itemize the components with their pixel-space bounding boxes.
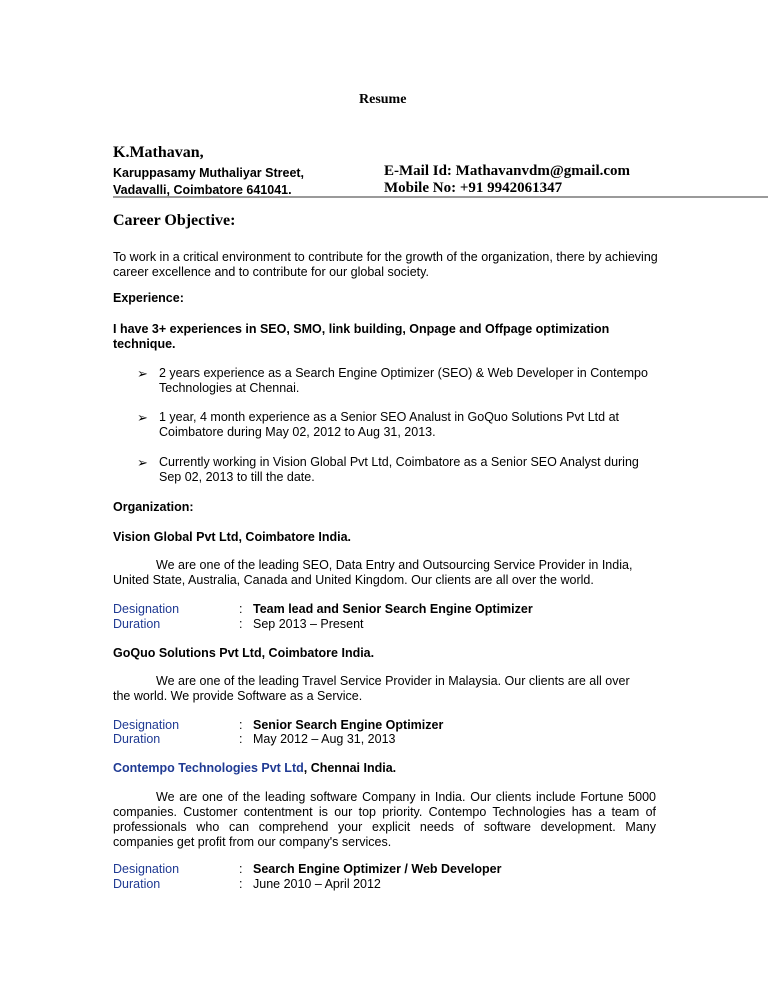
experience-item: Currently working in Vision Global Pvt Ltd, Coimbatore as a Senior SEO Analyst during Sep 02, 2013 to till the date.	[159, 455, 639, 484]
experience-item: 2 years experience as a Search Engine Optimizer (SEO) & Web Developer in Contempo Technologies at Chennai.	[159, 366, 648, 395]
mobile-line: Mobile No: +91 9942061347	[384, 180, 563, 196]
duration-label: Duration	[113, 732, 161, 746]
experience-summary: I have 3+ experiences in SEO, SMO, link building, Onpage and Offpage optimization technique.	[113, 322, 610, 351]
organization-heading: Organization:	[113, 500, 194, 514]
address-line-2: Vadavalli, Coimbatore 641041.	[113, 183, 292, 197]
company-description-goquo: We are one of the leading Travel Service Provider in Malaysia. Our clients are all over the world. We provide Software as a Service.	[113, 674, 630, 703]
duration-colon: :	[239, 617, 243, 631]
career-objective-text: To work in a critical environment to contribute for the growth of the organization, there by achieving career excellence and to contribute for our global society.	[113, 250, 658, 279]
duration-value: June 2010 – April 2012	[253, 877, 381, 891]
designation-colon: :	[239, 718, 243, 732]
designation-value: Search Engine Optimizer / Web Developer	[253, 862, 502, 876]
company-name-contempo	[113, 761, 396, 775]
designation-colon: :	[239, 862, 243, 876]
designation-value: Team lead and Senior Search Engine Optimizer	[253, 602, 533, 616]
career-objective-heading: Career Objective:	[113, 212, 236, 229]
company-description-vision-global: We are one of the leading SEO, Data Entry and Outsourcing Service Provider in India, United State, Australia, Canada and United Kingdom. Our clients are all over the world.	[113, 558, 633, 587]
duration-label: Duration	[113, 877, 161, 891]
experience-item: 1 year, 4 month experience as a Senior SEO Analust in GoQuo Solutions Pvt Ltd at Coimbatore during May 02, 2012 to Aug 31, 2013.	[159, 410, 619, 439]
document-title: Resume	[359, 92, 407, 107]
bullet-arrow-icon: ➢	[137, 455, 148, 470]
designation-colon: :	[239, 602, 243, 616]
duration-colon: :	[239, 732, 243, 746]
designation-value: Senior Search Engine Optimizer	[253, 718, 444, 732]
email-line: E-Mail Id: Mathavanvdm@gmail.com	[384, 163, 631, 179]
company-location-contempo: , Chennai India.	[303, 761, 397, 775]
duration-value: May 2012 – Aug 31, 2013	[253, 732, 396, 746]
designation-label: Designation	[113, 718, 180, 732]
duration-colon: :	[239, 877, 243, 891]
duration-label: Duration	[113, 617, 161, 631]
company-link-contempo[interactable]: Contempo Technologies Pvt Ltd	[113, 761, 304, 775]
header-divider	[113, 196, 768, 198]
duration-value: Sep 2013 – Present	[253, 617, 364, 631]
company-description-contempo: We are one of the leading software Company in India. Our clients include Fortune 5000 companies. Customer contentment is our top priority. Contempo Technologies has a team of professionals who can comprehend your explicit needs of software development. Many companies get profit from our company's services.	[113, 790, 656, 849]
bullet-arrow-icon: ➢	[137, 366, 148, 381]
designation-label: Designation	[113, 862, 180, 876]
address-line-1: Karuppasamy Muthaliyar Street,	[113, 166, 305, 180]
experience-heading: Experience:	[113, 291, 184, 305]
bullet-arrow-icon: ➢	[137, 410, 148, 425]
designation-label: Designation	[113, 602, 180, 616]
company-name-vision-global: Vision Global Pvt Ltd, Coimbatore India.	[113, 530, 351, 544]
company-name-goquo: GoQuo Solutions Pvt Ltd, Coimbatore India.	[113, 646, 375, 660]
candidate-name: K.Mathavan,	[113, 144, 204, 161]
